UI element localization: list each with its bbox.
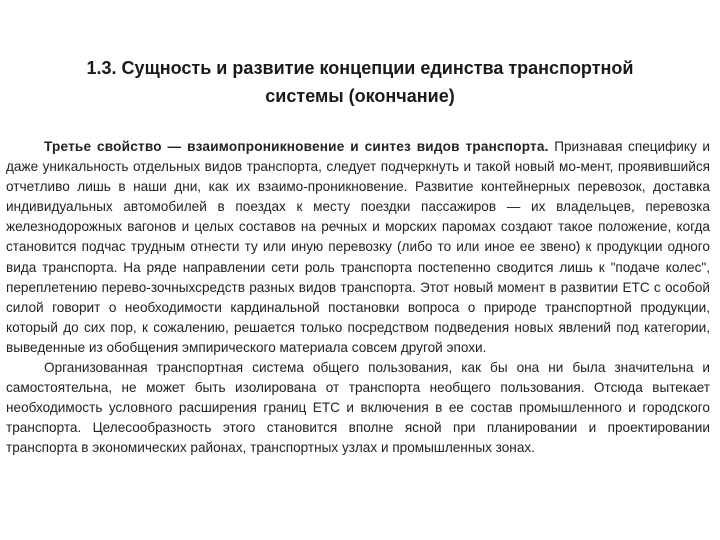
slide-title [40, 54, 680, 110]
paragraph-1-text: Признавая специфику и даже уникальность отдельных видов транспорта, следует подчеркнуть и такой новый мо-мент, проявившийся отчетливо лишь в наши дни, как их взаимо-проникновение. Развитие контейнерных перевозок, доставка индивидуальных автомобилей в поездах к месту поездки пассажиров — их владельцев, перевозка железнодорожных вагонов и целых составов на речных и морских паромах создают такое положение, когда становится подчас трудным отнести ту или иную перевозку (либо то или иное ее звено) к продукции одного вида транспорта. На ряде направлении сети роль транспорта постепенно сводится лишь к "подаче колес", переплетению перево-зочныхсредств разных видов транспорта. Этот новый момент в развитии ЕТС с особой силой говорит о необходимости кардинальной постановки вопроса о природе транспортной продукции, который до сих пор, к сожалению, решается только посредством подведения новых явлений под категории, выведенные из обобщения эмпирического материала совсем другой эпохи. [6, 139, 710, 355]
title-line-1: 1.3. Сущность и развитие концепции единства транспортной [86, 58, 634, 78]
paragraph-2 [6, 358, 710, 458]
title-line-2: системы (окончание) [265, 86, 455, 106]
slide-body [6, 137, 710, 459]
paragraph-1-lead: Третье свойство — взаимопроникновение и синтез видов транспорта. [44, 139, 549, 154]
paragraph-2-text: Организованная транспортная система общего пользования, как бы она ни была значительна и самостоятельна, не может быть изолирована от транспорта необщего пользования. Отсюда вытекает необходимость условного расширения границ ЕТС и включения в ее состав промышленного и городского транспорта. Целесообразность этого становится вполне ясной при планировании и проектировании транспорта в экономических районах, транспортных узлах и промышленных зонах. [6, 360, 710, 456]
paragraph-1 [6, 137, 710, 358]
